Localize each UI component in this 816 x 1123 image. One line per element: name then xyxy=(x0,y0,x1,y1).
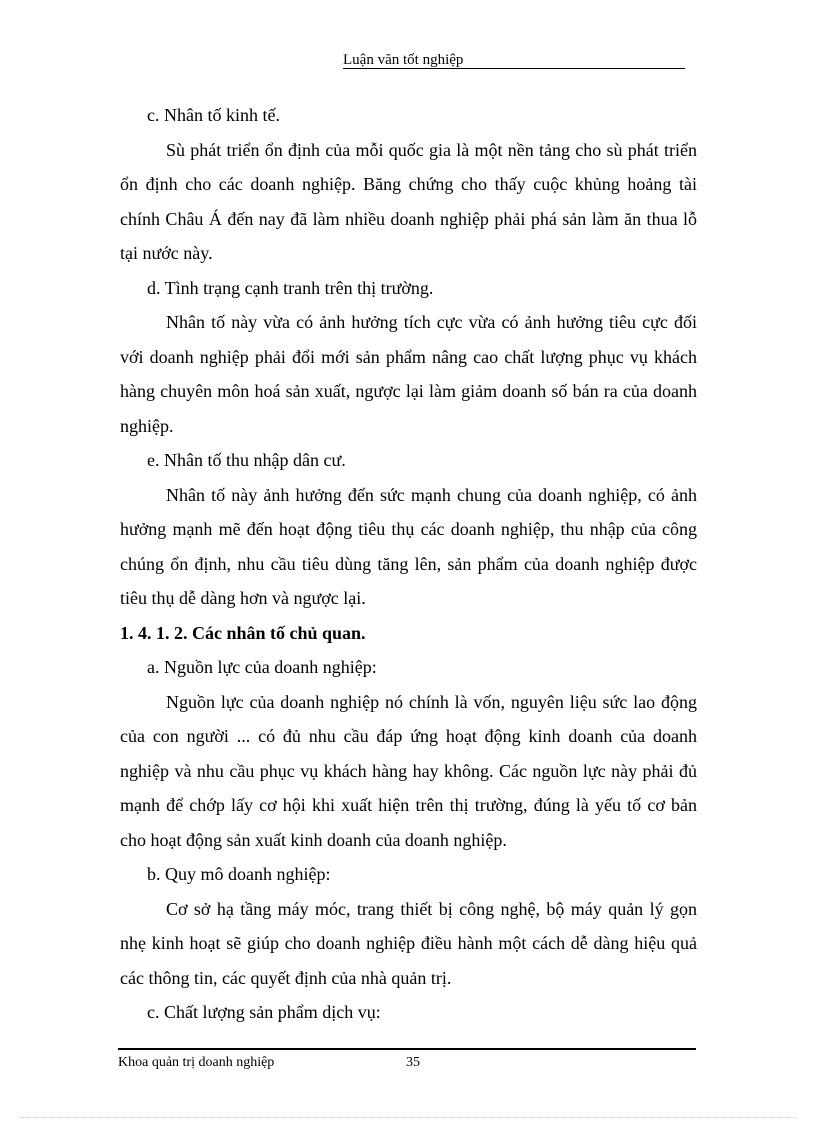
paragraph-competition: Nhân tố này vừa có ảnh hưởng tích cực vừa có ảnh hưởng tiêu cực đối với doanh nghiệp phải đổi mới sản phẩm nâng cao chất lượng phục vụ khách hàng chuyên môn hoá sản xuất, ngược lại làm giảm doanh số bán ra của doanh nghiệp. xyxy=(120,312,697,436)
paragraph-resources: Nguồn lực của doanh nghiệp nó chính là vốn, nguyên liệu sức lao động của con người ... có đủ nhu cầu đáp ứng hoạt động kinh doanh của doanh nghiệp và nhu cầu phục vụ khách hàng hay không. Các nguồn lực này phải đủ mạnh để chớp lấy cơ hội khi xuất hiện trên thị trường, đúng là yếu tố cơ bản cho hoạt động sản xuất kinh doanh của doanh nghiệp. xyxy=(120,691,697,850)
footer-department: Khoa quản trị doanh nghiệp xyxy=(118,1055,275,1070)
header-rule xyxy=(343,68,685,69)
subsection-title-economic: c. Nhân tố kinh tế. xyxy=(147,105,280,125)
page-body xyxy=(120,98,697,1030)
subsection-title-competition: d. Tình trạng cạnh tranh trên thị trường. xyxy=(147,277,434,298)
subsection-title-resources: a. Nguồn lực của doanh nghiệp: xyxy=(147,657,377,677)
page-number: 35 xyxy=(406,1055,420,1070)
paragraph-economic: Sù phát triển ổn định của mỗi quốc gia là một nền tảng cho sù phát triển ổn định cho các doanh nghiệp. Băng chứng cho thấy cuộc khủng hoảng tài chính Châu Á đến nay đã làm nhiều doanh nghiệp phải phá sản làm ăn thua lỗ tại nước này. xyxy=(120,139,697,263)
running-header: Luận văn tốt nghiệp xyxy=(343,52,464,68)
paragraph-scale: Cơ sở hạ tầng máy móc, trang thiết bị công nghệ, bộ máy quản lý gọn nhẹ kinh hoạt sẽ giúp cho doanh nghiệp điều hành một cách dễ dàng hiệu quả các thông tin, các quyết định của nhà quản trị. xyxy=(120,898,697,988)
section-heading: 1. 4. 1. 2. Các nhân tố chủ quan. xyxy=(120,622,366,643)
paragraph-income: Nhân tố này ảnh hưởng đến sức mạnh chung của doanh nghiệp, có ảnh hưởng mạnh mẽ đến hoạt động tiêu thụ các doanh nghiệp, thu nhập của công chúng ổn định, nhu cầu tiêu dùng tăng lên, sản phẩm của doanh nghiệp được tiêu thụ dễ dàng hơn và ngược lại. xyxy=(120,484,697,608)
page-border-dotted xyxy=(20,1117,796,1118)
subsection-title-quality: c. Chất lượng sản phẩm dịch vụ: xyxy=(147,1002,381,1022)
subsection-title-income: e. Nhân tố thu nhập dân cư. xyxy=(147,450,346,470)
footer-rule xyxy=(118,1048,696,1050)
subsection-title-scale: b. Quy mô doanh nghiệp: xyxy=(147,864,331,884)
